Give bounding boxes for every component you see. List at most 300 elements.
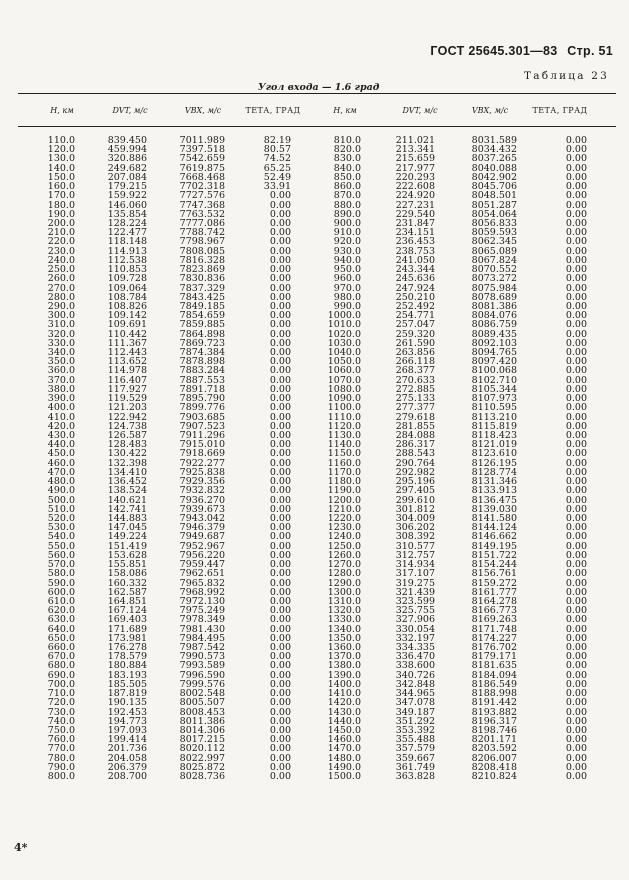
table-cell: 700.0 [47, 678, 75, 690]
table-cell: 8048.501 [471, 190, 517, 202]
col-h-left: H, км [50, 106, 74, 115]
table-cell: 361.749 [395, 761, 435, 773]
table-cell: 7837.329 [179, 282, 225, 294]
table-cell: 192.453 [107, 706, 147, 718]
table-cell: 7922.277 [179, 457, 225, 469]
table-cell: 0.00 [565, 485, 587, 497]
header-rule [18, 126, 616, 127]
table-cell: 363.828 [395, 771, 435, 783]
table-cell: 0.00 [269, 199, 291, 211]
table-cell: 310.577 [395, 540, 435, 552]
table-cell: 334.335 [395, 642, 435, 654]
table-cell: 8054.064 [471, 208, 517, 220]
table-cell: 8151.722 [471, 549, 517, 561]
table-cell: 270.633 [395, 374, 435, 386]
table-cell: 1390.0 [327, 669, 361, 681]
table-cell: 0.00 [269, 393, 291, 405]
table-cell: 390.0 [47, 393, 75, 405]
standard-number: ГОСТ 25645.301—83 [430, 44, 558, 58]
table-cell: 306.202 [395, 522, 435, 534]
table-cell: 450.0 [47, 448, 75, 460]
table-cell: 920.0 [333, 236, 361, 248]
table-cell: 7874.384 [179, 347, 225, 359]
table-cell: 760.0 [47, 734, 75, 746]
table-cell: 109.142 [107, 310, 147, 322]
table-cell: 0.00 [565, 614, 587, 626]
table-cell: 630.0 [47, 614, 75, 626]
table-cell: 1310.0 [327, 595, 361, 607]
table-cell: 288.543 [395, 448, 435, 460]
table-cell: 0.00 [565, 217, 587, 229]
col-h-right: H, км [333, 106, 357, 115]
table-cell: 8113.210 [471, 411, 517, 423]
table-cell: 0.00 [269, 430, 291, 441]
table-cell: 740.0 [47, 715, 75, 727]
table-cell: 0.00 [269, 531, 291, 543]
table-cell: 113.652 [107, 356, 147, 368]
table-cell: 1430.0 [327, 706, 361, 718]
table-cell: 347.078 [395, 697, 435, 709]
table-cell: 308.392 [395, 531, 435, 543]
table-cell: 900.0 [333, 217, 361, 229]
table-cell: 213.341 [395, 144, 435, 156]
table-cell: 179.215 [107, 181, 147, 193]
table-cell: 1300.0 [327, 586, 361, 598]
table-cell: 204.058 [107, 752, 147, 764]
table-cell: 960.0 [333, 273, 361, 285]
table-cell: 147.045 [107, 522, 147, 534]
table-cell: 260.0 [47, 273, 75, 285]
table-cell: 128.224 [107, 217, 147, 229]
table-cell: 121.203 [107, 402, 147, 414]
table-cell: 342.848 [395, 678, 435, 690]
table-cell: 8002.548 [179, 688, 225, 700]
table-cell: 0.00 [269, 752, 291, 764]
table-cell: 284.088 [395, 430, 435, 441]
table-cell: 410.0 [47, 411, 75, 423]
table-cell: 112.443 [107, 347, 147, 359]
table-cell: 277.377 [395, 402, 435, 414]
table-cell: 7869.723 [179, 337, 225, 349]
col-vbx-right: VBX, м/с [471, 106, 509, 115]
table-cell: 0.00 [565, 300, 587, 312]
table-cell: 118.148 [107, 236, 147, 248]
table-cell: 8166.773 [471, 605, 517, 617]
table-cell: 0.00 [565, 144, 587, 156]
table-cell: 330.0 [47, 337, 75, 349]
table-cell: 7972.130 [179, 595, 225, 607]
table-cell: 320.0 [47, 328, 75, 340]
table-cell: 0.00 [269, 328, 291, 340]
table-cell: 480.0 [47, 476, 75, 488]
table-cell: 112.538 [107, 254, 147, 266]
table-cell: 8056.833 [471, 217, 517, 229]
table-cell: 8034.432 [471, 144, 517, 156]
table-cell: 0.00 [269, 734, 291, 746]
table-cell: 1030.0 [327, 337, 361, 349]
table-cell: 301.812 [395, 503, 435, 515]
table-cell: 0.00 [565, 171, 587, 183]
table-cell: 0.00 [565, 623, 587, 635]
table-cell: 0.00 [565, 153, 587, 165]
table-cell: 420.0 [47, 420, 75, 432]
table-cell: 0.00 [565, 568, 587, 580]
table-cell: 7946.379 [179, 522, 225, 534]
table-cell: 1100.0 [327, 402, 361, 414]
table-cell: 0.00 [269, 300, 291, 312]
table-cell: 890.0 [333, 208, 361, 220]
table-cell: 8191.442 [471, 697, 517, 709]
table-cell: 1340.0 [327, 623, 361, 635]
table-cell: 0.00 [565, 236, 587, 248]
table-cell: 7956.220 [179, 549, 225, 561]
table-cell: 1270.0 [327, 559, 361, 571]
table-cell: 0.00 [565, 448, 587, 460]
table-cell: 187.819 [107, 688, 147, 700]
table-cell: 220.0 [47, 236, 75, 248]
table-cell: 359.667 [395, 752, 435, 764]
table-cell: 138.524 [107, 485, 147, 497]
table-cell: 8040.088 [471, 162, 517, 174]
table-cell: 8065.089 [471, 245, 517, 257]
table-cell: 610.0 [47, 595, 75, 607]
table-cell: 0.00 [269, 577, 291, 589]
table-cell: 7975.249 [179, 605, 225, 617]
table-cell: 1470.0 [327, 743, 361, 755]
table-cell: 340.726 [395, 669, 435, 681]
table-cell: 720.0 [47, 697, 75, 709]
table-cell: 0.00 [269, 632, 291, 644]
table-cell: 0.00 [565, 411, 587, 423]
table-cell: 8174.227 [471, 632, 517, 644]
table-cell: 130.0 [47, 153, 75, 165]
table-cell: 190.0 [47, 208, 75, 220]
table-cell: 0.00 [565, 282, 587, 294]
table-cell: 8161.777 [471, 586, 517, 598]
table-cell: 8059.593 [471, 227, 517, 239]
table-cell: 8186.549 [471, 678, 517, 690]
table-cell: 8100.068 [471, 365, 517, 377]
table-cell: 0.00 [269, 466, 291, 478]
table-cell: 8128.774 [471, 466, 517, 478]
table-cell: 8159.272 [471, 577, 517, 589]
table-cell: 360.0 [47, 365, 75, 377]
table-cell: 640.0 [47, 623, 75, 635]
table-cell: 211.021 [395, 135, 435, 146]
table-cell: 0.00 [269, 660, 291, 672]
table-cell: 1380.0 [327, 660, 361, 672]
table-cell: 0.00 [565, 595, 587, 607]
table-cell: 124.738 [107, 420, 147, 432]
table-cell: 8008.453 [179, 706, 225, 718]
table-cell: 1230.0 [327, 522, 361, 534]
table-cell: 82.19 [263, 135, 291, 146]
table-cell: 1360.0 [327, 642, 361, 654]
table-cell: 224.920 [395, 190, 435, 202]
table-cell: 970.0 [333, 282, 361, 294]
table-cell: 314.934 [395, 559, 435, 571]
table-cell: 7925.838 [179, 466, 225, 478]
table-cell: 52.49 [263, 171, 291, 183]
table-cell: 8107.973 [471, 393, 517, 405]
table-cell: 0.00 [269, 439, 291, 451]
table-cell: 259.320 [395, 328, 435, 340]
table-cell: 0.00 [269, 771, 291, 783]
table-cell: 8031.589 [471, 135, 517, 146]
table-cell: 295.196 [395, 476, 435, 488]
table-cell: 8198.746 [471, 725, 517, 736]
table-cell: 8097.420 [471, 356, 517, 368]
table-cell: 7990.573 [179, 651, 225, 663]
table-cell: 0.00 [565, 374, 587, 386]
page-number: Стр. 51 [567, 44, 613, 58]
table-cell: 1490.0 [327, 761, 361, 773]
table-cell: 870.0 [333, 190, 361, 202]
table-cell: 0.00 [565, 715, 587, 727]
table-cell: 1180.0 [327, 476, 361, 488]
table-cell: 0.00 [269, 697, 291, 709]
table-cell: 7397.518 [179, 144, 225, 156]
table-cell: 790.0 [47, 761, 75, 773]
table-cell: 0.00 [269, 365, 291, 377]
table-cell: 171.689 [107, 623, 147, 635]
table-cell: 119.529 [107, 393, 147, 405]
table-cell: 460.0 [47, 457, 75, 469]
table-cell: 0.00 [269, 568, 291, 580]
table-cell: 8067.824 [471, 254, 517, 266]
table-cell: 135.854 [107, 208, 147, 220]
table-cell: 0.00 [565, 181, 587, 193]
table-cell: 0.00 [565, 586, 587, 598]
table-cell: 0.00 [269, 402, 291, 414]
table-cell: 149.224 [107, 531, 147, 543]
table-cell: 1450.0 [327, 725, 361, 736]
table-cell: 338.600 [395, 660, 435, 672]
table-cell: 520.0 [47, 512, 75, 524]
table-cell: 0.00 [565, 365, 587, 377]
table-cell: 8094.765 [471, 347, 517, 359]
col-vbx-left: VBX, м/с [184, 106, 222, 115]
table-cell: 280.0 [47, 291, 75, 303]
table-cell: 820.0 [333, 144, 361, 156]
table-cell: 132.398 [107, 457, 147, 469]
table-cell: 176.278 [107, 642, 147, 654]
table-cell: 130.422 [107, 448, 147, 460]
table-cell: 7763.532 [179, 208, 225, 220]
table-cell: 0.00 [565, 605, 587, 617]
table-cell: 0.00 [269, 291, 291, 303]
table-cell: 201.736 [107, 743, 147, 755]
table-cell: 297.405 [395, 485, 435, 497]
table-cell: 1460.0 [327, 734, 361, 746]
table-cell: 0.00 [565, 512, 587, 524]
table-cell: 850.0 [333, 171, 361, 183]
table-cell: 8171.748 [471, 623, 517, 635]
table-cell: 349.187 [395, 706, 435, 718]
table-cell: 8020.112 [179, 743, 225, 755]
table-cell: 0.00 [565, 273, 587, 285]
table-cell: 660.0 [47, 642, 75, 654]
table-cell: 254.771 [395, 310, 435, 322]
table-cell: 190.135 [107, 697, 147, 709]
table-cell: 7984.495 [179, 632, 225, 644]
table-cell: 0.00 [565, 660, 587, 672]
table-cell: 940.0 [333, 254, 361, 266]
table-cell: 155.851 [107, 559, 147, 571]
table-cell: 0.00 [269, 669, 291, 681]
table-cell: 261.590 [395, 337, 435, 349]
table-cell: 275.133 [395, 393, 435, 405]
table-cell: 670.0 [47, 651, 75, 663]
table-cell: 7915.010 [179, 439, 225, 451]
table-cell: 8115.819 [471, 420, 517, 432]
table-cell: 0.00 [565, 725, 587, 736]
table-cell: 8193.882 [471, 706, 517, 718]
table-cell: 0.00 [269, 383, 291, 395]
table-cell: 0.00 [269, 512, 291, 524]
table-cell: 340.0 [47, 347, 75, 359]
table-cell: 268.377 [395, 365, 435, 377]
table-cell: 1190.0 [327, 485, 361, 497]
table-cell: 0.00 [269, 273, 291, 285]
table-cell: 8025.872 [179, 761, 225, 773]
table-cell: 1050.0 [327, 356, 361, 368]
table-cell: 7727.576 [179, 190, 225, 202]
table-cell: 1170.0 [327, 466, 361, 478]
table-cell: 0.00 [565, 559, 587, 571]
table-cell: 8131.346 [471, 476, 517, 488]
table-cell: 0.00 [565, 761, 587, 773]
table-cell: 1060.0 [327, 365, 361, 377]
table-cell: 400.0 [47, 402, 75, 414]
table-cell: 180.0 [47, 199, 75, 211]
table-cell: 1000.0 [327, 310, 361, 322]
table-cell: 580.0 [47, 568, 75, 580]
table-cell: 780.0 [47, 752, 75, 764]
table-cell: 312.757 [395, 549, 435, 561]
table-cell: 281.855 [395, 420, 435, 432]
table-cell: 134.410 [107, 466, 147, 478]
table-cell: 8092.103 [471, 337, 517, 349]
table-cell: 7011.989 [179, 135, 225, 146]
table-cell: 7929.356 [179, 476, 225, 488]
table-cell: 0.00 [269, 595, 291, 607]
table-cell: 74.52 [263, 153, 291, 165]
table-cell: 0.00 [565, 466, 587, 478]
table-cell: 1090.0 [327, 393, 361, 405]
table-cell: 290.764 [395, 457, 435, 469]
table-cell: 199.414 [107, 734, 147, 746]
table-cell: 257.047 [395, 319, 435, 331]
table-title: Угол входа — 1.6 град [258, 82, 380, 93]
table-cell: 0.00 [565, 347, 587, 359]
table-cell: 1290.0 [327, 577, 361, 589]
table-cell: 0.00 [269, 642, 291, 654]
table-cell: 0.00 [565, 697, 587, 709]
table-cell: 222.608 [395, 181, 435, 193]
table-cell: 272.885 [395, 383, 435, 395]
table-cell: 325.755 [395, 605, 435, 617]
column-h-left [48, 136, 75, 781]
table-cell: 33.91 [263, 181, 291, 193]
table-cell: 8201.171 [471, 734, 517, 746]
table-cell: 7987.542 [179, 642, 225, 654]
table-cell: 8196.317 [471, 715, 517, 727]
top-rule [18, 93, 616, 94]
table-cell: 169.403 [107, 614, 147, 626]
table-cell: 0.00 [269, 190, 291, 202]
table-cell: 266.118 [395, 356, 435, 368]
table-cell: 1400.0 [327, 678, 361, 690]
table-cell: 111.367 [107, 337, 147, 349]
table-cell: 0.00 [565, 254, 587, 266]
col-dvt-right: DVT, м/с [402, 106, 438, 115]
table-cell: 249.682 [107, 162, 147, 174]
table-cell: 0.00 [269, 319, 291, 331]
table-cell: 7843.425 [179, 291, 225, 303]
table-cell: 8075.984 [471, 282, 517, 294]
table-cell: 7830.836 [179, 273, 225, 285]
table-cell: 1120.0 [327, 420, 361, 432]
table-cell: 0.00 [565, 245, 587, 257]
table-cell: 230.0 [47, 245, 75, 257]
table-cell: 0.00 [269, 503, 291, 515]
table-cell: 730.0 [47, 706, 75, 718]
table-cell: 1260.0 [327, 549, 361, 561]
table-cell: 0.00 [565, 227, 587, 239]
table-cell: 1080.0 [327, 383, 361, 395]
table-cell: 146.060 [107, 199, 147, 211]
table-cell: 8078.689 [471, 291, 517, 303]
table-cell: 0.00 [269, 540, 291, 552]
column-dvt-left [108, 136, 147, 781]
table-cell: 350.0 [47, 356, 75, 368]
table-cell: 0.00 [565, 577, 587, 589]
table-cell: 116.407 [107, 374, 147, 386]
table-cell: 8133.913 [471, 485, 517, 497]
table-cell: 7899.776 [179, 402, 225, 414]
table-cell: 540.0 [47, 531, 75, 543]
table-cell: 530.0 [47, 522, 75, 534]
table-cell: 8126.195 [471, 457, 517, 469]
table-cell: 144.883 [107, 512, 147, 524]
table-cell: 0.00 [565, 199, 587, 211]
table-cell: 8188.998 [471, 688, 517, 700]
table-cell: 0.00 [565, 402, 587, 414]
table-cell: 0.00 [269, 494, 291, 506]
table-cell: 185.505 [107, 678, 147, 690]
table-cell: 1500.0 [327, 771, 361, 783]
table-cell: 7911.296 [179, 430, 225, 441]
table-cell: 8184.094 [471, 669, 517, 681]
table-cell: 880.0 [333, 199, 361, 211]
table-cell: 8070.552 [471, 264, 517, 276]
table-cell: 1200.0 [327, 494, 361, 506]
table-cell: 108.826 [107, 300, 147, 312]
table-cell: 7808.085 [179, 245, 225, 257]
table-cell: 114.913 [107, 245, 147, 257]
table-cell: 1410.0 [327, 688, 361, 700]
table-cell: 0.00 [269, 605, 291, 617]
table-cell: 194.773 [107, 715, 147, 727]
table-cell: 7823.869 [179, 264, 225, 276]
table-cell: 0.00 [269, 227, 291, 239]
table-cell: 323.599 [395, 595, 435, 607]
table-cell: 160.332 [107, 577, 147, 589]
table-cell: 750.0 [47, 725, 75, 736]
table-cell: 332.197 [395, 632, 435, 644]
table-cell: 500.0 [47, 494, 75, 506]
